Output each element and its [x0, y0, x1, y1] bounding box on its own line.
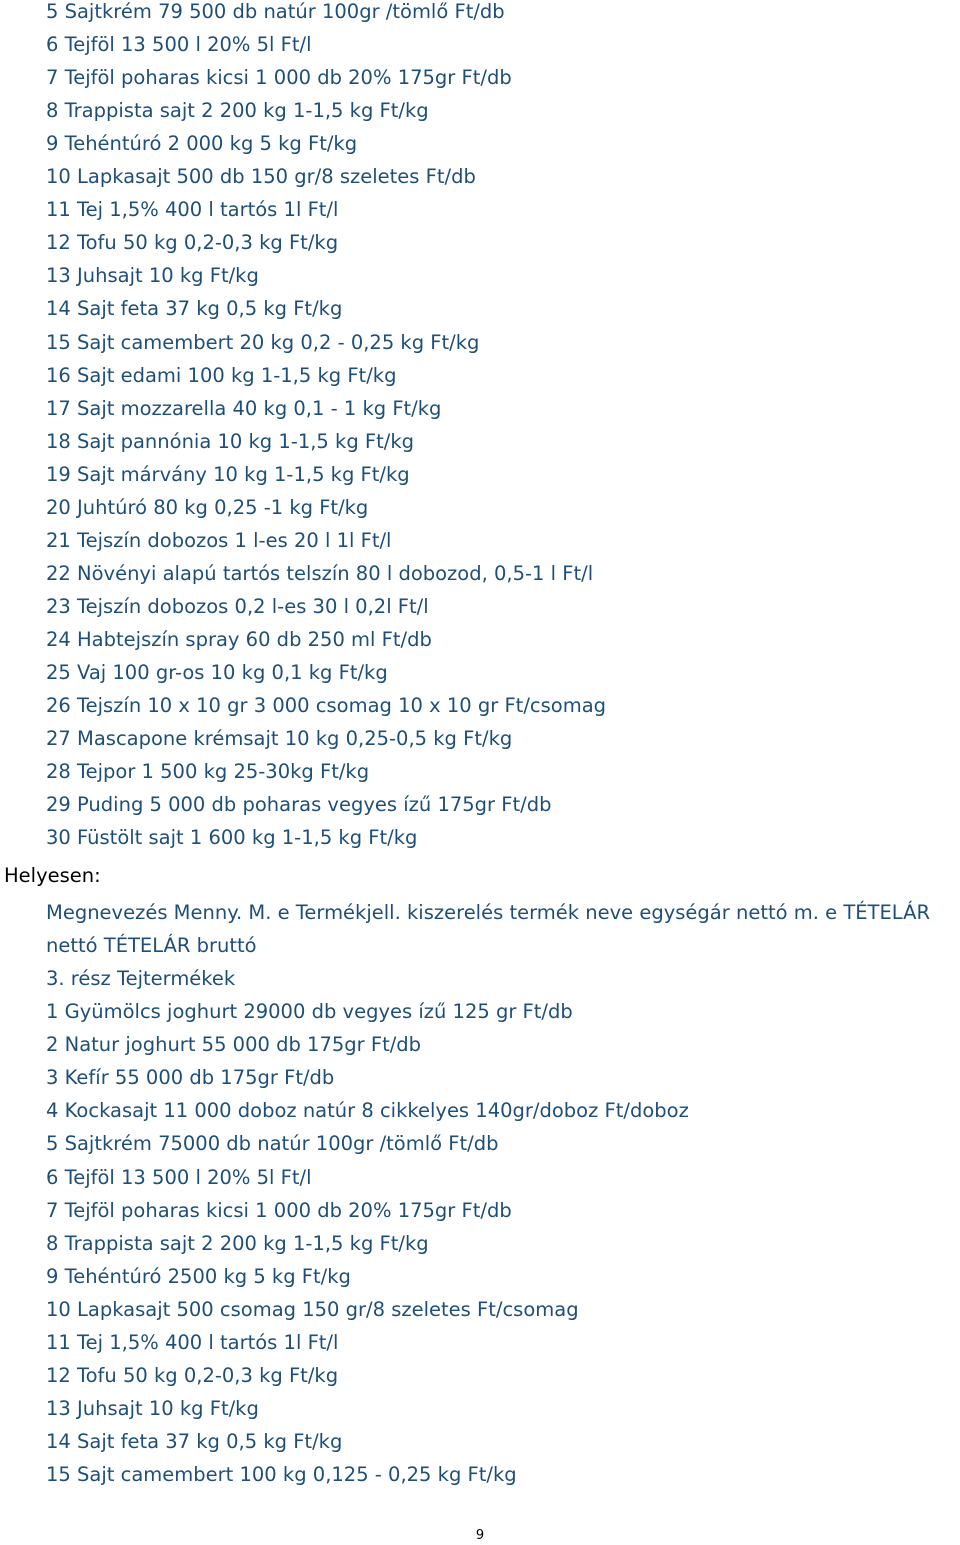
page-number: 9 — [475, 1528, 485, 1543]
section-title: 3. rész Tejtermékek — [46, 967, 236, 990]
list-item: 5 Sajtkrém 79 500 db natúr 100gr /tömlő Ft/db — [46, 0, 505, 23]
list-item: 20 Juhtúró 80 kg 0,25 -1 kg Ft/kg — [46, 495, 369, 519]
list-item: 28 Tejpor 1 500 kg 25-30kg Ft/kg — [46, 760, 370, 784]
list-item: 15 Sajt camembert 100 kg 0,125 - 0,25 kg Ft/kg — [46, 1463, 517, 1487]
list-item: 11 Tej 1,5% 400 l tartós 1l Ft/l — [46, 198, 339, 222]
list-item: 4 Kockasajt 11 000 doboz natúr 8 cikkelyes 140gr/doboz Ft/doboz — [46, 1099, 689, 1123]
list-item: 5 Sajtkrém 75000 db natúr 100gr /tömlő Ft/db — [46, 1132, 499, 1156]
list-item: 7 Tejföl poharas kicsi 1 000 db 20% 175gr Ft/db — [46, 1198, 512, 1222]
list-item: 24 Habtejszín spray 60 db 250 ml Ft/db — [46, 627, 432, 651]
list-item: 13 Juhsajt 10 kg Ft/kg — [46, 1397, 259, 1421]
list-item: 16 Sajt edami 100 kg 1-1,5 kg Ft/kg — [46, 363, 397, 387]
list-item: 11 Tej 1,5% 400 l tartós 1l Ft/l — [46, 1331, 339, 1354]
list-item: 13 Juhsajt 10 kg Ft/kg — [46, 264, 259, 288]
list-item: 17 Sajt mozzarella 40 kg 0,1 - 1 kg Ft/kg — [46, 396, 442, 420]
list-item: 6 Tejföl 13 500 l 20% 5l Ft/l — [46, 33, 312, 57]
list-item: 22 Növényi alapú tartós telszín 80 l dobozod, 0,5-1 l Ft/l — [46, 561, 594, 585]
list-item: 8 Trappista sajt 2 200 kg 1-1,5 kg Ft/kg — [46, 99, 429, 123]
table-header-line-1: Megnevezés Menny. M. e Termékjell. kiszerelés termék neve egységár nettó m. e TÉTELÁR — [46, 901, 930, 924]
list-item: 18 Sajt pannónia 10 kg 1-1,5 kg Ft/kg — [46, 429, 415, 453]
list-item: 1 Gyümölcs joghurt 29000 db vegyes ízű 125 gr Ft/db — [46, 1000, 573, 1023]
list-item: 29 Puding 5 000 db poharas vegyes ízű 175gr Ft/db — [46, 793, 552, 817]
correct-label: Helyesen: — [4, 864, 101, 887]
list-item: 25 Vaj 100 gr-os 10 kg 0,1 kg Ft/kg — [46, 661, 388, 684]
list-item: 10 Lapkasajt 500 csomag 150 gr/8 szeletes Ft/csomag — [46, 1297, 579, 1321]
list-item: 14 Sajt feta 37 kg 0,5 kg Ft/kg — [46, 297, 343, 321]
list-item: 3 Kefír 55 000 db 175gr Ft/db — [46, 1066, 335, 1090]
list-item: 2 Natur joghurt 55 000 db 175gr Ft/db — [46, 1033, 422, 1057]
list-item: 15 Sajt camembert 20 kg 0,2 - 0,25 kg Ft/kg — [46, 330, 480, 354]
list-item: 7 Tejföl poharas kicsi 1 000 db 20% 175gr Ft/db — [46, 66, 512, 90]
list-item: 6 Tejföl 13 500 l 20% 5l Ft/l — [46, 1165, 312, 1189]
list-item: 27 Mascapone krémsajt 10 kg 0,25-0,5 kg Ft/kg — [46, 727, 513, 751]
list-item: 21 Tejszín dobozos 1 l-es 20 l 1l Ft/l — [46, 528, 392, 552]
list-item: 9 Tehéntúró 2500 kg 5 kg Ft/kg — [46, 1264, 351, 1288]
list-item: 14 Sajt feta 37 kg 0,5 kg Ft/kg — [46, 1430, 343, 1454]
list-item: 23 Tejszín dobozos 0,2 l-es 30 l 0,2l Ft/l — [46, 594, 429, 618]
table-header-line-2: nettó TÉTELÁR bruttó — [46, 934, 257, 957]
list-item: 30 Füstölt sajt 1 600 kg 1-1,5 kg Ft/kg — [46, 826, 418, 850]
list-item: 12 Tofu 50 kg 0,2-0,3 kg Ft/kg — [46, 1364, 339, 1388]
list-item: 26 Tejszín 10 x 10 gr 3 000 csomag 10 x 10 gr Ft/csomag — [46, 694, 607, 718]
list-item: 8 Trappista sajt 2 200 kg 1-1,5 kg Ft/kg — [46, 1231, 429, 1255]
list-item: 12 Tofu 50 kg 0,2-0,3 kg Ft/kg — [46, 231, 339, 255]
list-item: 9 Tehéntúró 2 000 kg 5 kg Ft/kg — [46, 132, 358, 156]
list-item: 19 Sajt márvány 10 kg 1-1,5 kg Ft/kg — [46, 462, 410, 486]
list-item: 10 Lapkasajt 500 db 150 gr/8 szeletes Ft/db — [46, 165, 476, 189]
